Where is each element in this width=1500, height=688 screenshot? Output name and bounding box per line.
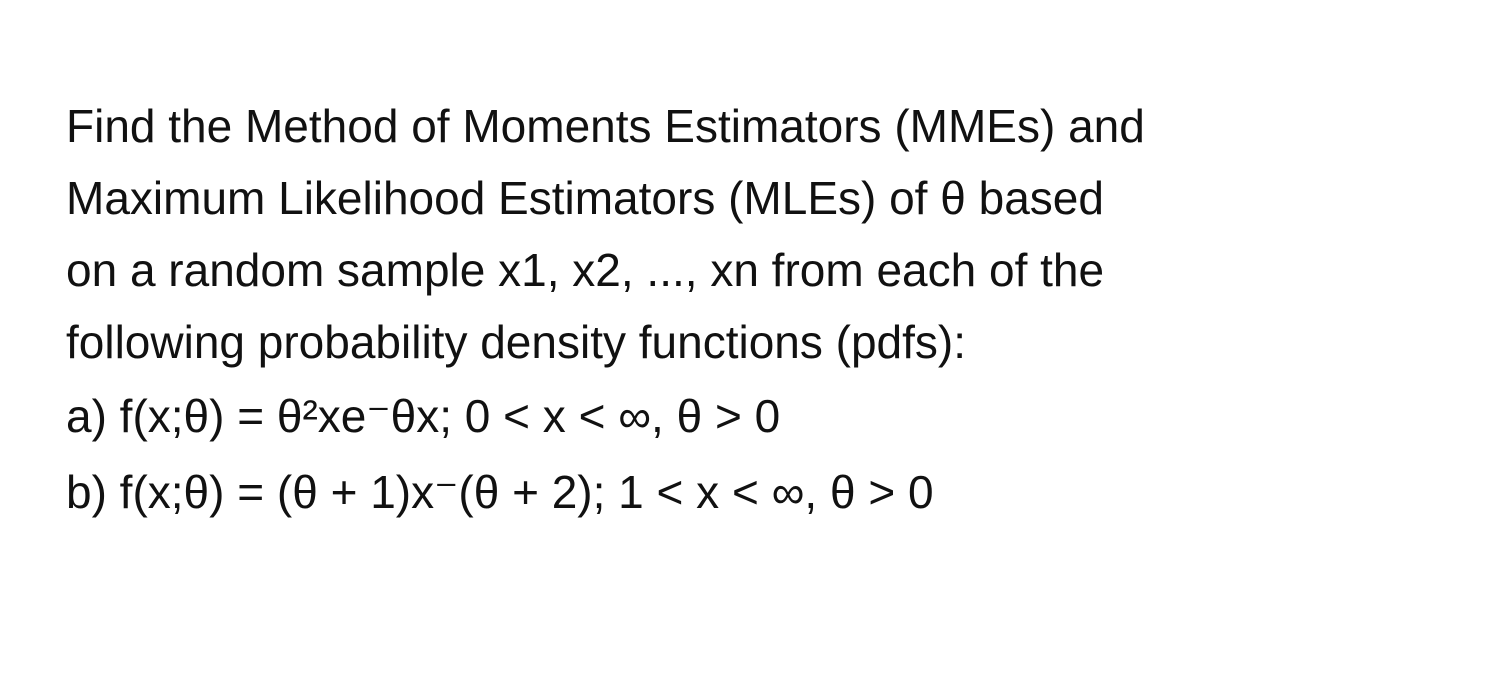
problem-line-2: Maximum Likelihood Estimators (MLEs) of θ based [66,172,1104,224]
part-b-formula: b) f(x;θ) = (θ + 1)x⁻(θ + 2); 1 < x < ∞, θ > 0 [66,466,934,518]
part-a-formula: a) f(x;θ) = θ²xe⁻θx; 0 < x < ∞, θ > 0 [66,390,781,442]
problem-text [66,90,1466,530]
problem-line-1: Find the Method of Moments Estimators (MMEs) and [66,100,1145,152]
problem-line-4: following probability density functions (pdfs): [66,316,967,368]
problem-line-3: on a random sample x1, x2, ..., xn from each of the [66,244,1105,296]
